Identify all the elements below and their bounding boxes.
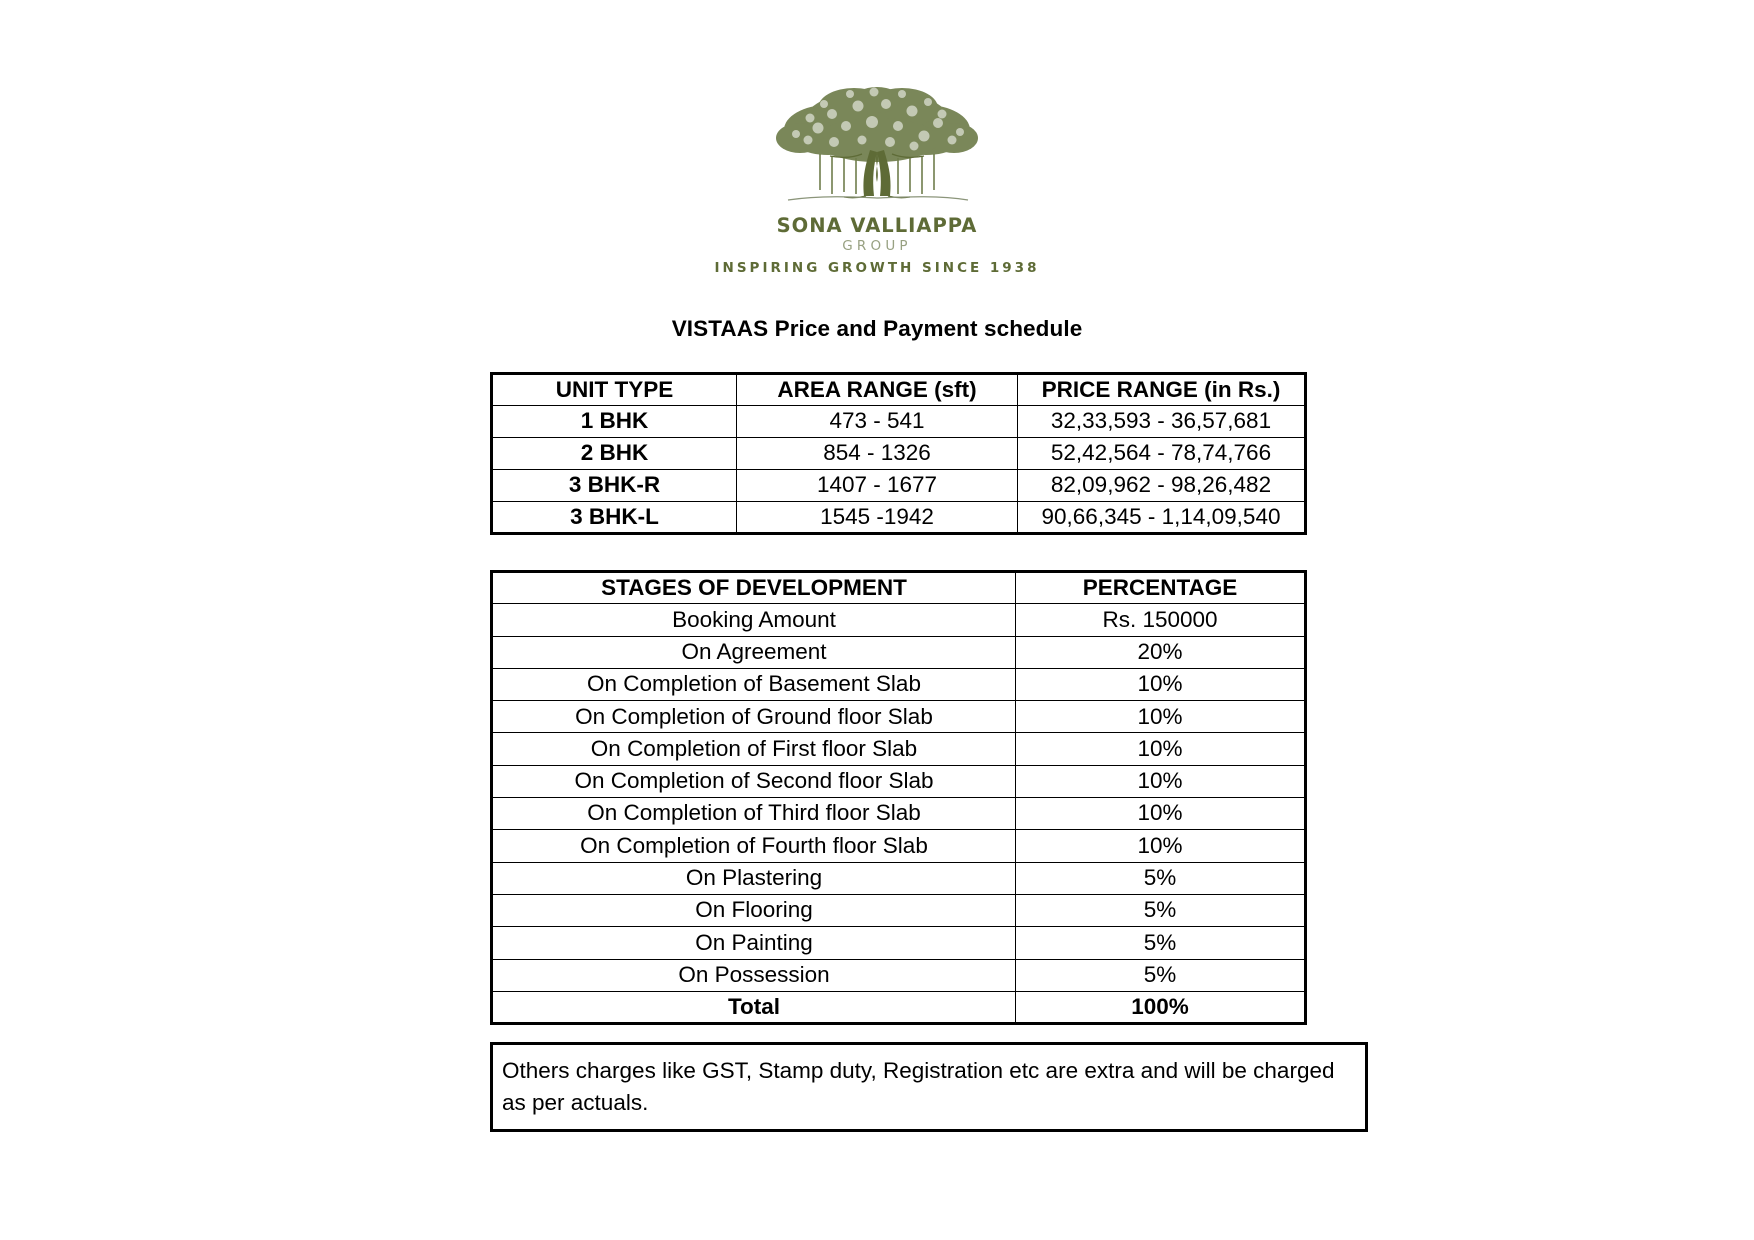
brand-subname: GROUP — [842, 237, 912, 254]
cell-percentage: 10% — [1016, 830, 1306, 862]
table-row — [492, 470, 1306, 502]
cell-unit-type: 2 BHK — [492, 438, 737, 470]
page-title: VISTAAS Price and Payment schedule — [671, 316, 1083, 341]
cell-stage: On Completion of First floor Slab — [492, 733, 1016, 765]
cell-percentage: 10% — [1016, 765, 1306, 797]
cell-stage: On Completion of Third floor Slab — [492, 798, 1016, 830]
table-row — [492, 636, 1306, 668]
table-row — [492, 927, 1306, 959]
payment-schedule-table — [490, 570, 1307, 1025]
table-row — [492, 701, 1306, 733]
cell-unit-type: 1 BHK — [492, 406, 737, 438]
price-range-table — [490, 372, 1307, 535]
cell-stage: Booking Amount — [492, 604, 1016, 636]
column-header-percentage: PERCENTAGE — [1016, 572, 1306, 604]
table-header-row — [492, 374, 1306, 406]
cell-percentage: 10% — [1016, 701, 1306, 733]
other-charges-note — [490, 1042, 1368, 1132]
cell-percentage: 20% — [1016, 636, 1306, 668]
cell-stage: On Completion of Fourth floor Slab — [492, 830, 1016, 862]
cell-area-range: 1545 -1942 — [737, 502, 1018, 534]
table-header-row — [492, 572, 1306, 604]
table-total-row — [492, 991, 1306, 1023]
cell-price-range: 32,33,593 - 36,57,681 — [1018, 406, 1306, 438]
cell-stage: On Painting — [492, 927, 1016, 959]
table-row — [492, 733, 1306, 765]
cell-percentage: 5% — [1016, 862, 1306, 894]
table-row — [492, 959, 1306, 991]
cell-total-percentage: 100% — [1016, 991, 1306, 1023]
column-header-stages: STAGES OF DEVELOPMENT — [492, 572, 1016, 604]
company-logo — [0, 78, 1754, 276]
column-header-price-range: PRICE RANGE (in Rs.) — [1018, 374, 1306, 406]
cell-price-range: 52,42,564 - 78,74,766 — [1018, 438, 1306, 470]
cell-unit-type: 3 BHK-L — [492, 502, 737, 534]
table-row — [492, 862, 1306, 894]
cell-stage: On Flooring — [492, 894, 1016, 926]
cell-unit-type: 3 BHK-R — [492, 470, 737, 502]
cell-stage: On Completion of Ground floor Slab — [492, 701, 1016, 733]
banyan-tree-icon — [762, 78, 992, 210]
cell-percentage: 10% — [1016, 668, 1306, 700]
cell-area-range: 473 - 541 — [737, 406, 1018, 438]
cell-percentage: Rs. 150000 — [1016, 604, 1306, 636]
cell-percentage: 5% — [1016, 927, 1306, 959]
cell-price-range: 82,09,962 - 98,26,482 — [1018, 470, 1306, 502]
brand-tagline: INSPIRING GROWTH SINCE 1938 — [714, 260, 1040, 276]
cell-area-range: 1407 - 1677 — [737, 470, 1018, 502]
column-header-area-range: AREA RANGE (sft) — [737, 374, 1018, 406]
table-row — [492, 894, 1306, 926]
cell-area-range: 854 - 1326 — [737, 438, 1018, 470]
table-row — [492, 502, 1306, 534]
table-row — [492, 438, 1306, 470]
cell-stage: On Completion of Basement Slab — [492, 668, 1016, 700]
cell-total-label: Total — [492, 991, 1016, 1023]
table-row — [492, 668, 1306, 700]
cell-percentage: 5% — [1016, 894, 1306, 926]
table-row — [492, 765, 1306, 797]
cell-percentage: 5% — [1016, 959, 1306, 991]
brand-name: SONA VALLIAPPA — [776, 214, 978, 237]
note-text: Others charges like GST, Stamp duty, Registration etc are extra and will be charged as per actuals. — [502, 1058, 1335, 1115]
cell-stage: On Possession — [492, 959, 1016, 991]
table-row — [492, 830, 1306, 862]
cell-price-range: 90,66,345 - 1,14,09,540 — [1018, 502, 1306, 534]
cell-stage: On Completion of Second floor Slab — [492, 765, 1016, 797]
cell-stage: On Plastering — [492, 862, 1016, 894]
cell-stage: On Agreement — [492, 636, 1016, 668]
table-row — [492, 406, 1306, 438]
table-row — [492, 604, 1306, 636]
column-header-unit-type: UNIT TYPE — [492, 374, 737, 406]
cell-percentage: 10% — [1016, 733, 1306, 765]
table-row — [492, 798, 1306, 830]
cell-percentage: 10% — [1016, 798, 1306, 830]
